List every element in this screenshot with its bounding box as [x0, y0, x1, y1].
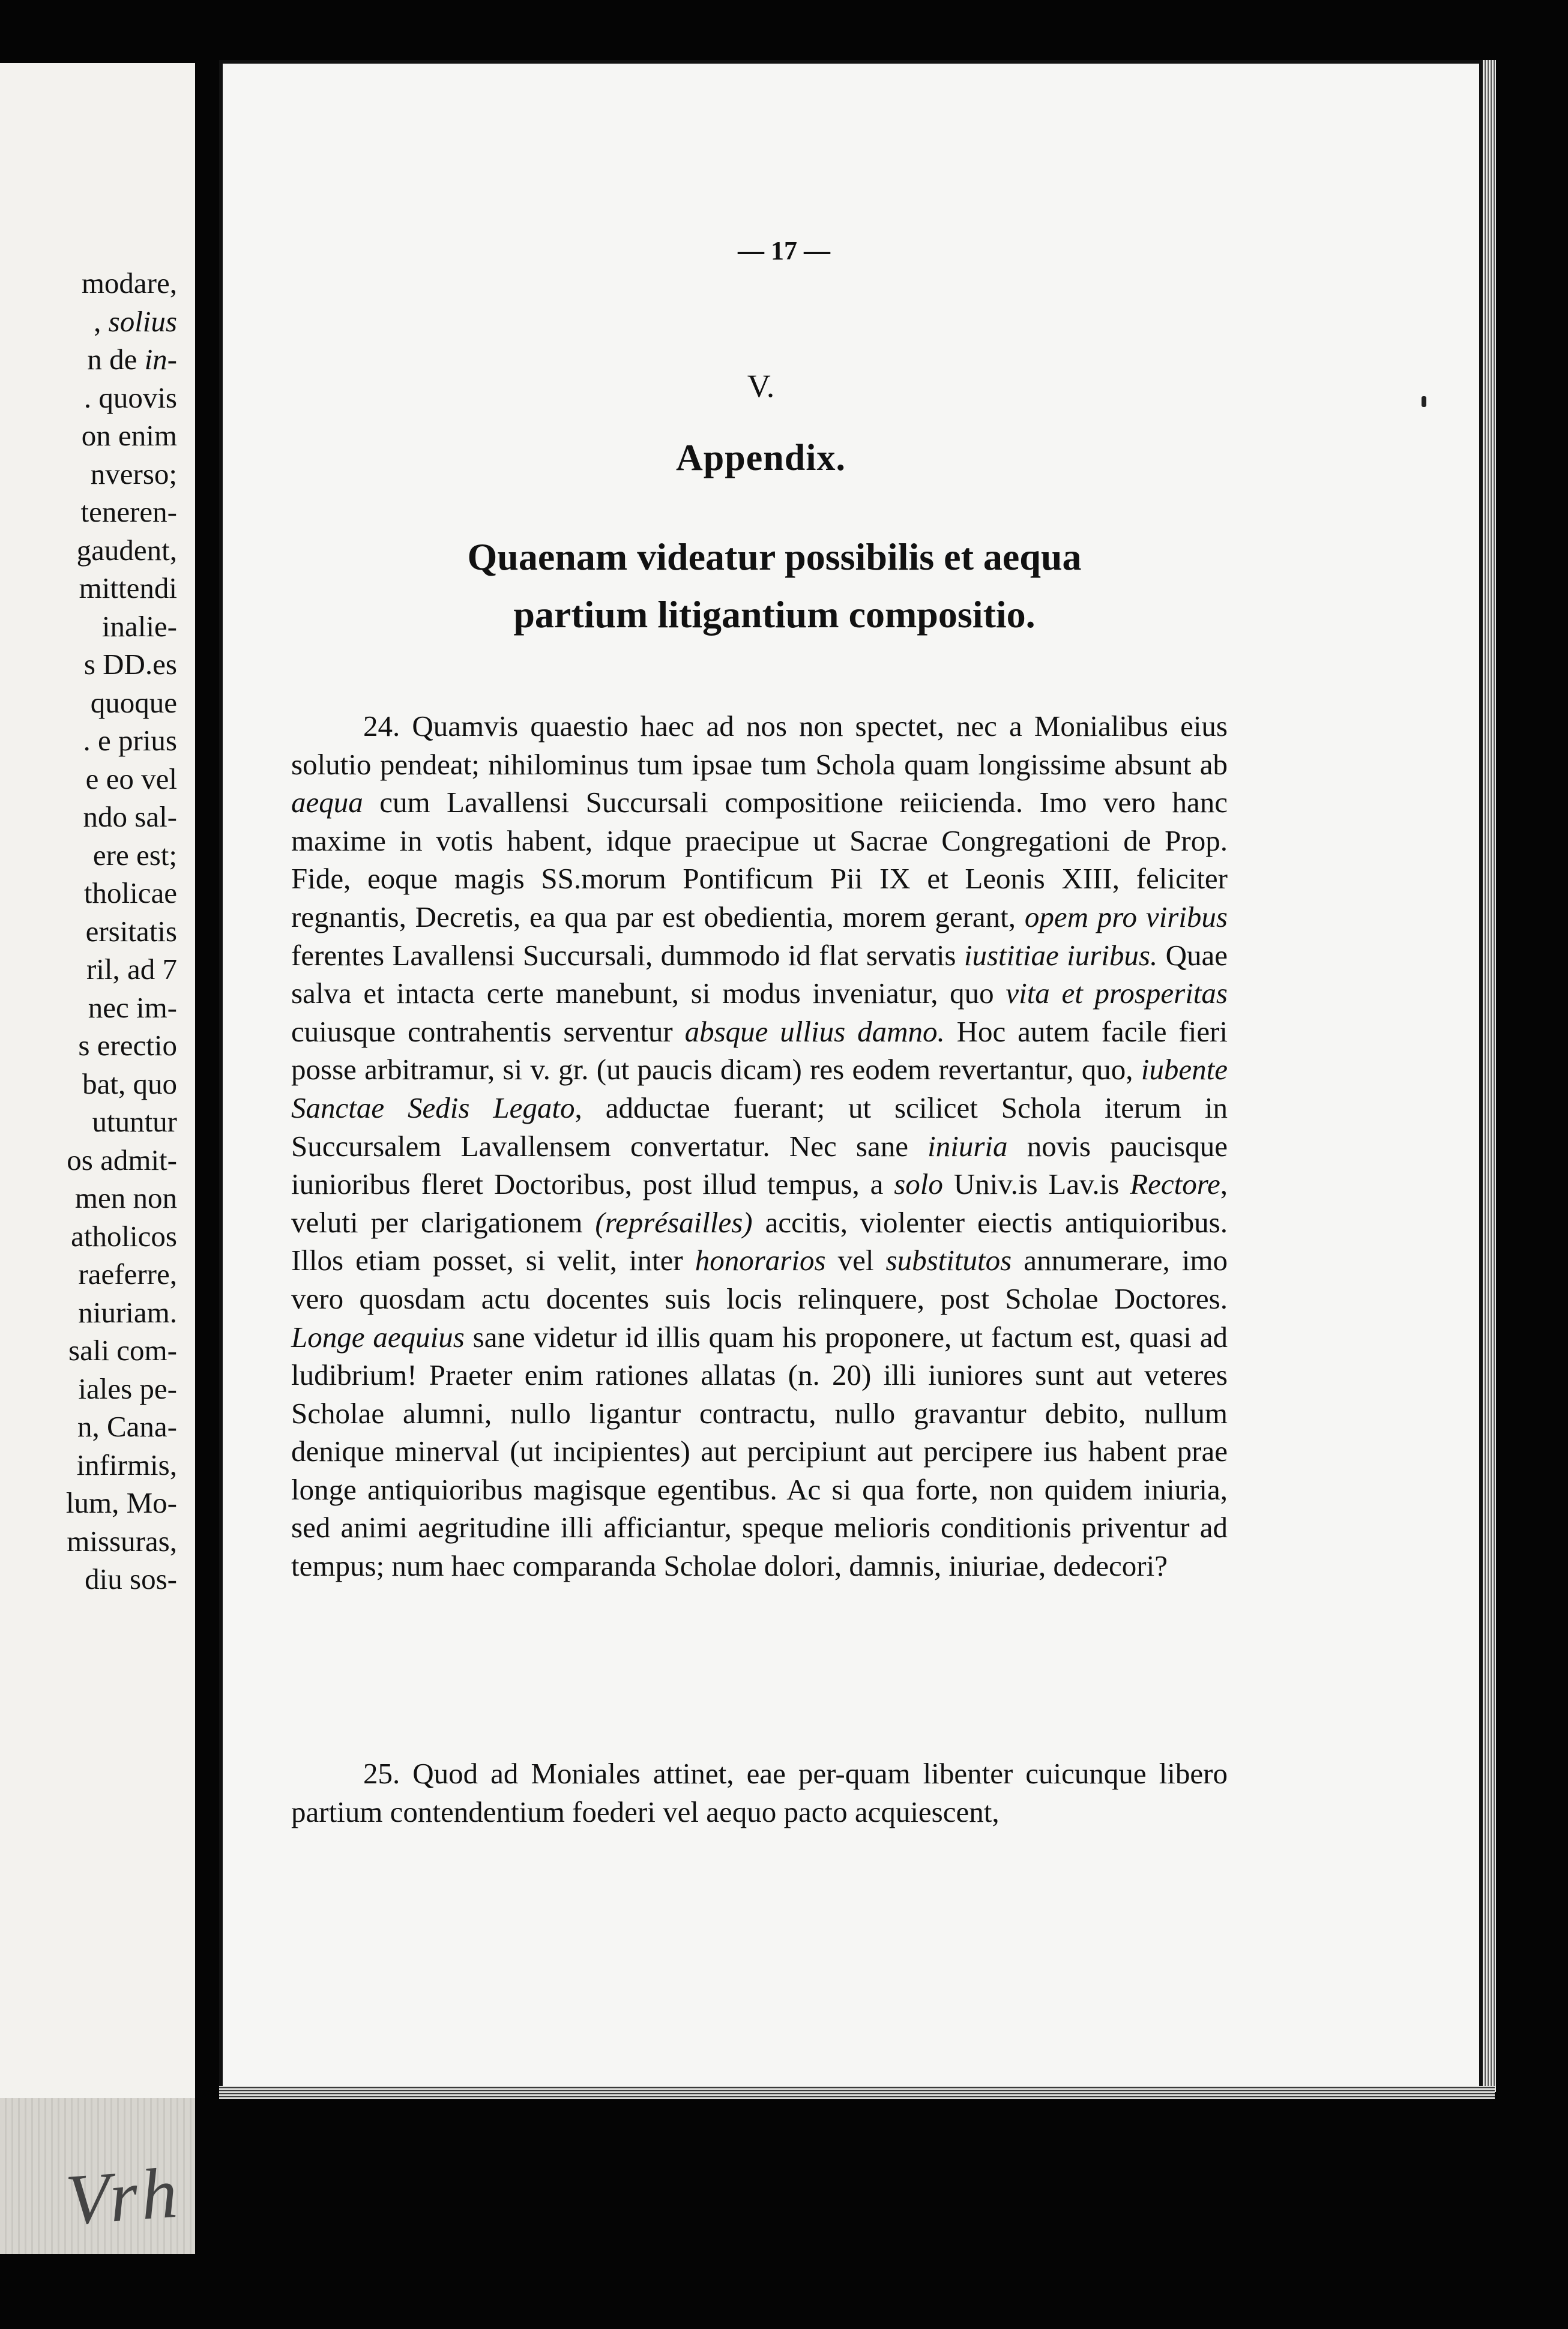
text-run: Hoc autem facile fieri posse arbitramur, si v. gr. (ut paucis dicam) res eodem revertantur, quo,: [291, 1014, 1228, 1086]
text-run: raeferre,: [78, 1258, 177, 1291]
facing-page-line: [86, 912, 177, 951]
text-run: , veluti per clarigationem: [291, 1168, 1228, 1239]
text-run: men non: [74, 1181, 177, 1214]
facing-page-line: [94, 303, 177, 341]
facing-page-line: [92, 1103, 177, 1141]
facing-page-line: [68, 1331, 177, 1370]
text-run: iniuria: [927, 1129, 1008, 1163]
text-run: atholicos: [71, 1219, 177, 1253]
text-run: vita et prosperitas: [1006, 977, 1228, 1010]
text-run: , adductae fuerant; ut scilicet Schola iterum in Succursalem Lavallensem convertatur. Nec sane: [291, 1091, 1228, 1163]
text-run: modare,: [81, 267, 177, 300]
text-run: iustitiae iuribus.: [963, 938, 1158, 972]
text-run: annumerare, imo vero quosdam actu docentes suis locis relinquere, post Scholae Doctores.: [291, 1244, 1228, 1315]
text-run: tholicae: [83, 876, 177, 909]
page-edge-right: [1483, 60, 1496, 2092]
text-run: nverso;: [90, 457, 177, 490]
text-run: e eo vel: [85, 762, 177, 795]
paragraph-25: [291, 1755, 1228, 1831]
text-run: nec im-: [88, 990, 177, 1024]
text-run: (représailles): [595, 1205, 753, 1239]
section-number: V.: [747, 368, 775, 404]
text-run: Longe aequius: [291, 1320, 465, 1354]
section-subtitle-line: Quaenam videatur possibilis et aequa: [467, 535, 1082, 578]
text-run: missuras,: [67, 1524, 177, 1558]
text-run: 25. Quod ad Moniales attinet, eae per-quam libenter cuicunque libero partium contendentium foederi vel aequo pacto acquiescent,: [291, 1757, 1228, 1828]
facing-page-line: [78, 1294, 177, 1332]
text-run: ,: [94, 304, 109, 338]
text-run: ril, ad 7: [86, 953, 177, 986]
text-run: teneren-: [80, 495, 177, 528]
facing-page-line: [102, 607, 177, 646]
facing-page-line: [83, 798, 178, 836]
text-run: aequa: [291, 786, 363, 819]
text-run: quoque: [90, 685, 177, 719]
text-run: . e prius: [83, 724, 177, 757]
section-title: Appendix.: [676, 438, 846, 478]
text-run: vel: [825, 1244, 886, 1277]
text-run: Rectore: [1130, 1168, 1220, 1201]
text-run: absque ullius damno.: [684, 1014, 945, 1048]
facing-page-edge: [0, 2098, 195, 2254]
facing-page-line: [79, 569, 177, 607]
text-run: 24. Quamvis quaestio haec ad nos non spectet, nec a Monialibus eius solutio pendeat; nihilominus tum ipsae tum Schola quam longissime absunt ab: [291, 710, 1228, 781]
text-run: solius: [108, 304, 177, 338]
text-run: s DD.es: [83, 648, 177, 681]
text-run: Quae salva et intacta certe manebunt, si modus inveniatur, quo: [291, 938, 1228, 1010]
text-run: honorarios: [695, 1244, 826, 1277]
text-run: cum Lavallensi Succursali compositione reiicienda. Imo vero hanc maxime in votis habent, idque praecipue ut Sacrae Congregationi de Prop. Fide, eoque magis SS.morum Pontificum Pii IX et Leonis XIII, feliciter regnantis, Decretis, ea qua par est obedientia, morem gerant,: [291, 786, 1228, 933]
facing-page-line: [77, 1446, 177, 1484]
text-run: n, Cana-: [77, 1410, 177, 1443]
facing-page-line: [85, 1560, 177, 1598]
text-run: n de: [87, 343, 145, 376]
text-run: in-: [144, 343, 177, 376]
facing-page-line: [84, 874, 177, 912]
text-run: diu sos-: [85, 1562, 177, 1595]
text-run: . quovis: [83, 381, 177, 414]
facing-page-line: [77, 531, 177, 570]
facing-page-line: [82, 1065, 177, 1103]
text-run: utuntur: [92, 1105, 177, 1138]
section-subtitle: [288, 528, 1261, 643]
text-run: gaudent,: [76, 533, 177, 567]
facing-page-line: [81, 493, 178, 531]
page-edge-bottom: [219, 2086, 1495, 2099]
text-run: Univ.is Lav.is: [942, 1168, 1130, 1201]
facing-page-line: [86, 950, 177, 989]
facing-page-line: [77, 1408, 177, 1446]
facing-page-line: [84, 645, 177, 684]
page-number: — 17 —: [738, 236, 830, 265]
facing-page-line: [93, 836, 177, 875]
text-run: on enim: [81, 419, 177, 452]
facing-page-line: [82, 264, 177, 303]
text-run: inalie-: [101, 609, 177, 643]
facing-page-line: [66, 1484, 177, 1522]
facing-page-line: [78, 1026, 177, 1065]
facing-page-line: [86, 760, 177, 798]
text-run: mittendi: [79, 571, 177, 604]
facing-page-line: [71, 1217, 177, 1256]
text-run: ersitatis: [85, 914, 177, 948]
text-run: iubente Sanctae Sedis Legato: [291, 1053, 1228, 1124]
facing-page-line: [88, 989, 177, 1027]
facing-page-line: [91, 684, 177, 722]
text-run: bat, quo: [82, 1067, 177, 1100]
facing-page-line: [67, 1522, 177, 1561]
text-run: sali com-: [68, 1334, 177, 1367]
text-run: substitutos: [885, 1244, 1012, 1277]
text-run: lum, Mo-: [65, 1486, 177, 1519]
facing-page-line: [83, 722, 178, 760]
text-run: sane videtur id illis quam his proponere, ut factum est, quasi ad ludibrium! Praeter enim rationes allatas (n. 20) illi iuniores sunt aut veteres Scholae alumni, nullo ligantur contractu, nullo gravantur debito, nullum denique minerval (ut incipientes) aut percipiunt aut percipere ius habent prae longe antiquioribus magisque egentibus. Ac si qua forte, non quidem iniuria, sed animi aegritudine illi afficiantur, speque melioris conditionis priventur ad tempus; num haec comparanda Scholae dolori, damnis, iniuriae, dedecori?: [291, 1320, 1228, 1583]
facing-page-line: [75, 1179, 177, 1217]
text-run: iales pe-: [78, 1372, 177, 1405]
text-run: accitis, violenter eiectis antiquioribus. Illos etiam posset, si velit, inter: [291, 1205, 1228, 1277]
text-run: cuiusque contrahentis serventur: [291, 1014, 685, 1048]
text-run: niuriam.: [78, 1295, 177, 1329]
text-run: ferentes Lavallensi Succursali, dummodo id flat servatis: [291, 938, 964, 972]
text-run: ndo sal-: [83, 800, 177, 833]
text-run: novis paucisque iunioribus fleret Doctoribus, post illud tempus, a: [291, 1129, 1228, 1201]
text-run: ere est;: [92, 838, 177, 872]
text-run: s erectio: [78, 1029, 177, 1062]
text-run: solo: [894, 1168, 943, 1201]
text-run: infirmis,: [76, 1448, 177, 1481]
text-run: os admit-: [67, 1143, 177, 1177]
paragraph-24: [291, 707, 1228, 1585]
handwritten-mark: Vrh: [63, 2152, 185, 2240]
facing-page-line: [78, 1255, 177, 1294]
facing-page-line: [78, 1370, 177, 1408]
section-subtitle-line: partium litigantium compositio.: [513, 593, 1036, 636]
text-run: opem pro viribus: [1024, 900, 1228, 933]
facing-page-line: [67, 1141, 177, 1180]
